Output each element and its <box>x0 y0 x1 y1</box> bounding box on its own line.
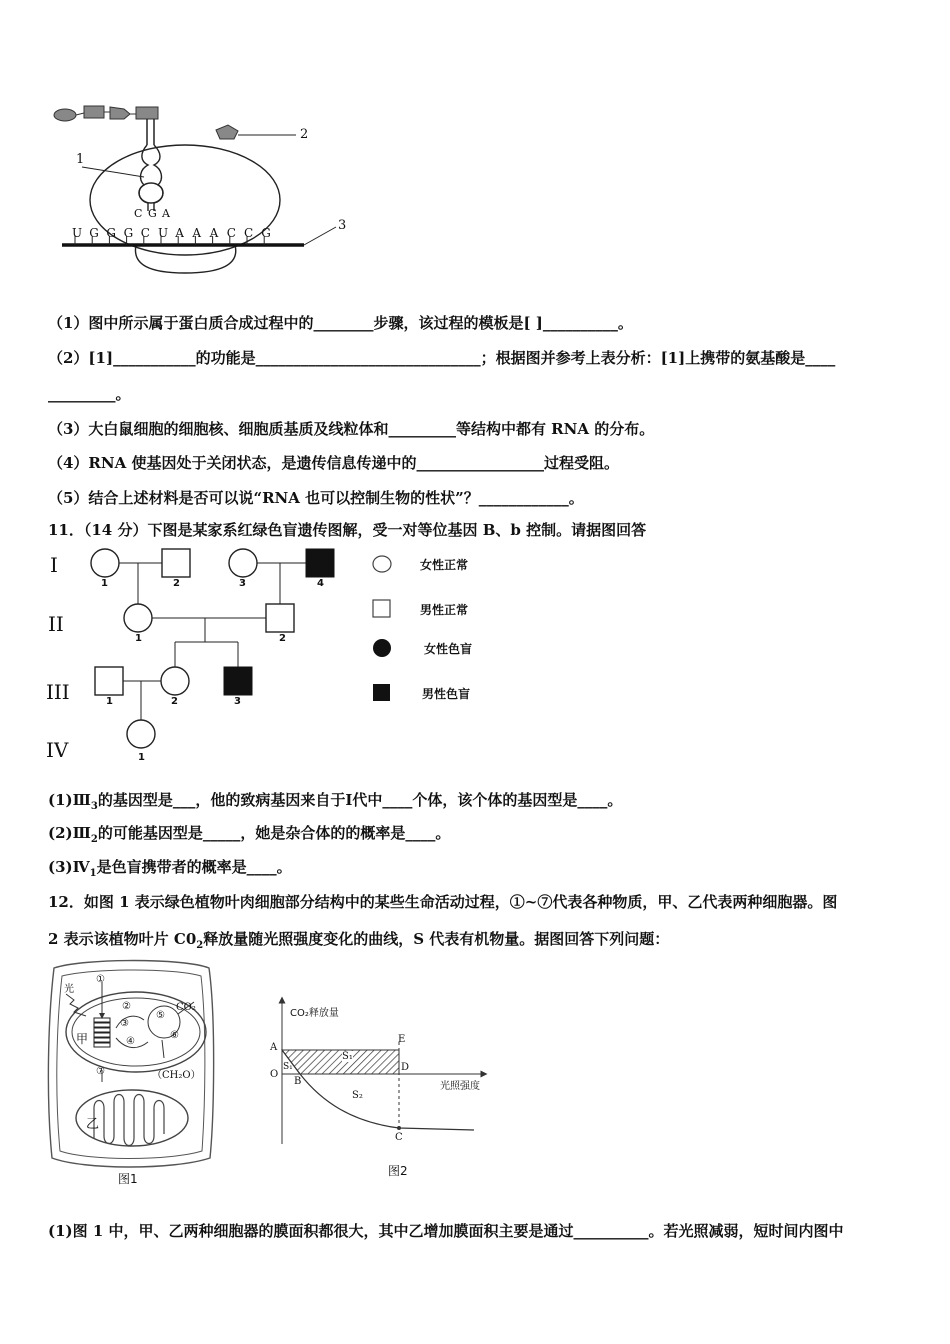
circle-4: ④ <box>126 1036 135 1047</box>
mrna-base: U <box>72 226 83 240</box>
fig2-xlabel: 光照强度 <box>440 1081 480 1092</box>
num-i-1: 1 <box>101 578 108 589</box>
mrna-base: G <box>123 226 134 240</box>
point-a: A <box>270 1042 278 1053</box>
mrna-base: U <box>158 226 169 240</box>
mrna-base: A <box>175 226 184 240</box>
mrna-base: G <box>106 226 116 240</box>
iii-2-female-normal <box>161 667 189 695</box>
i-3-female-normal <box>229 549 257 577</box>
anticodon-base: G <box>148 207 157 220</box>
mrna-base: C <box>244 226 254 240</box>
iii-3-male-colorblind <box>224 667 252 695</box>
mrna-base: A <box>209 226 219 240</box>
grana-stack-icon <box>94 1018 110 1047</box>
num-i-4: 4 <box>317 578 324 589</box>
q11-sub1: $(1)Ⅲ_3$的基因型是___，他的致病基因来自于Ⅰ代中____个体，该个体的基因型是____。 <box>48 791 623 812</box>
label-s1: S₁ <box>342 1051 353 1062</box>
label-jia: 甲 <box>76 1032 89 1046</box>
trna <box>139 145 163 211</box>
q10-line1: （1）图中所示属于蛋白质合成过程中的________步骤，该过程的模板是[ ]__________。 <box>48 314 633 332</box>
fig2-ylabel: CO₂释放量 <box>290 1008 339 1019</box>
num-iii-2: 2 <box>171 696 178 707</box>
mrna-base: G <box>89 226 99 240</box>
gen-ii: II <box>48 612 64 636</box>
translation-diagram <box>40 95 370 285</box>
circle-2: ② <box>122 1001 131 1012</box>
circle-6: ⑥ <box>170 1030 179 1041</box>
point-c-label: C <box>395 1132 403 1143</box>
legend-female-normal: 女性正常 <box>420 558 469 572</box>
label-light: 光 <box>64 984 74 995</box>
free-amino-acid <box>216 125 238 139</box>
num-iii-3: 3 <box>234 696 241 707</box>
gen-i: I <box>50 553 58 577</box>
mrna-base: A <box>192 226 202 240</box>
q12-line1: 12．如图 1 表示绿色植物叶肉细胞部分结构中的某些生命活动过程，①~⑦代表各种物质，甲、乙代表两种细胞器。图 <box>48 893 838 911</box>
q11-sub2: $(2)Ⅲ_2$的可能基因型是_____，她是杂合体的的概率是____。 <box>48 824 451 845</box>
mrna-base: G <box>261 226 271 240</box>
label-co2: CO₂ <box>176 1002 196 1013</box>
legend-male-colorblind-icon <box>373 684 390 701</box>
q11-header: 11．（14 分）下图是某家系红绿色盲遗传图解，受一对等位基因 B、b 控制。请据图回答 <box>48 521 647 539</box>
label-yi: 乙 <box>86 1117 100 1132</box>
i-2-male-normal <box>162 549 190 577</box>
fig1-caption: 图1 <box>118 1172 138 1186</box>
label-ch2o: （CH₂O） <box>152 1070 201 1081</box>
label-3: 3 <box>338 218 347 233</box>
amino-acid <box>136 107 158 119</box>
point-b: B <box>294 1076 302 1087</box>
point-e: E <box>398 1034 406 1045</box>
num-ii-1: 1 <box>135 633 142 644</box>
i-1-female-normal <box>91 549 119 577</box>
point-o: O <box>270 1069 279 1080</box>
region-s1 <box>282 1050 399 1074</box>
num-iv-1: 1 <box>138 752 145 763</box>
q12-sub1: (1)图 1 中，甲、乙两种细胞器的膜面积都很大，其中乙增加膜面积主要是通过__________。若光照减弱，短时间内图中 <box>48 1222 844 1240</box>
legend-female-colorblind: 女性色盲 <box>424 642 473 656</box>
gen-iv: IV <box>46 738 69 762</box>
amino-acid <box>110 107 130 119</box>
circle-3: ③ <box>120 1018 129 1029</box>
legend-male-normal-icon <box>373 600 390 617</box>
num-ii-2: 2 <box>279 633 286 644</box>
q10-line2b: _________。 <box>48 385 131 403</box>
anticodon-base: C <box>134 207 143 220</box>
legend-male-normal: 男性正常 <box>420 603 469 617</box>
fig2-caption: 图2 <box>388 1164 408 1178</box>
mrna-base: C <box>140 226 150 240</box>
point-c <box>397 1126 401 1130</box>
i-4-male-colorblind <box>306 549 334 577</box>
ii-1-female-normal <box>124 604 152 632</box>
circle-7: ⑦ <box>96 1066 105 1077</box>
amino-acid <box>84 106 104 118</box>
anticodon-base: A <box>162 207 170 220</box>
q10-line5: （5）结合上述材料是否可以说“RNA 也可以控制生物的性状”？____________。 <box>48 489 584 507</box>
gen-iii: III <box>46 680 70 704</box>
iv-1-female-normal <box>127 720 155 748</box>
pedigree-legend <box>368 550 398 710</box>
legend-female-normal-icon <box>373 556 391 572</box>
q10-line3: （3）大白鼠细胞的细胞核、细胞质基质及线粒体和_________等结构中都有 RNA 的分布。 <box>48 420 655 438</box>
num-iii-1: 1 <box>106 696 113 707</box>
label-1: 1 <box>76 152 85 167</box>
num-i-3: 3 <box>239 578 246 589</box>
point-d: D <box>401 1062 410 1073</box>
ii-2-male-normal <box>266 604 294 632</box>
q12-line2: 2 表示该植物叶片 $C0_2$释放量随光照强度变化的曲线，S 代表有机物量。据图回答下列问题： <box>48 930 670 951</box>
mrna-base: C <box>226 226 236 240</box>
label-2: 2 <box>300 127 309 142</box>
legend-female-colorblind-icon <box>373 639 391 657</box>
circle-1: ① <box>96 974 105 985</box>
amino-acid <box>54 109 76 121</box>
pedigree-chart <box>40 540 370 770</box>
legend-male-colorblind: 男性色盲 <box>422 687 471 701</box>
label-s1-small: S₁ <box>283 1062 293 1072</box>
q10-line4: （4）RNA 使基因处于关闭状态，是遗传信息传递中的_________________过程受阻。 <box>48 454 619 472</box>
q10-line2: （2）[1]___________的功能是______________________________；根据图并参考上表分析：[1]上携带的氨基酸是____ <box>48 349 836 367</box>
circle-5: ⑤ <box>156 1010 165 1021</box>
iii-1-male-normal <box>95 667 123 695</box>
q11-sub3: $(3)Ⅳ_1$是色盲携带者的概率是____。 <box>48 858 292 879</box>
ribosome-small-subunit <box>135 245 235 273</box>
label-s2: S₂ <box>352 1090 363 1101</box>
num-i-2: 2 <box>173 578 180 589</box>
